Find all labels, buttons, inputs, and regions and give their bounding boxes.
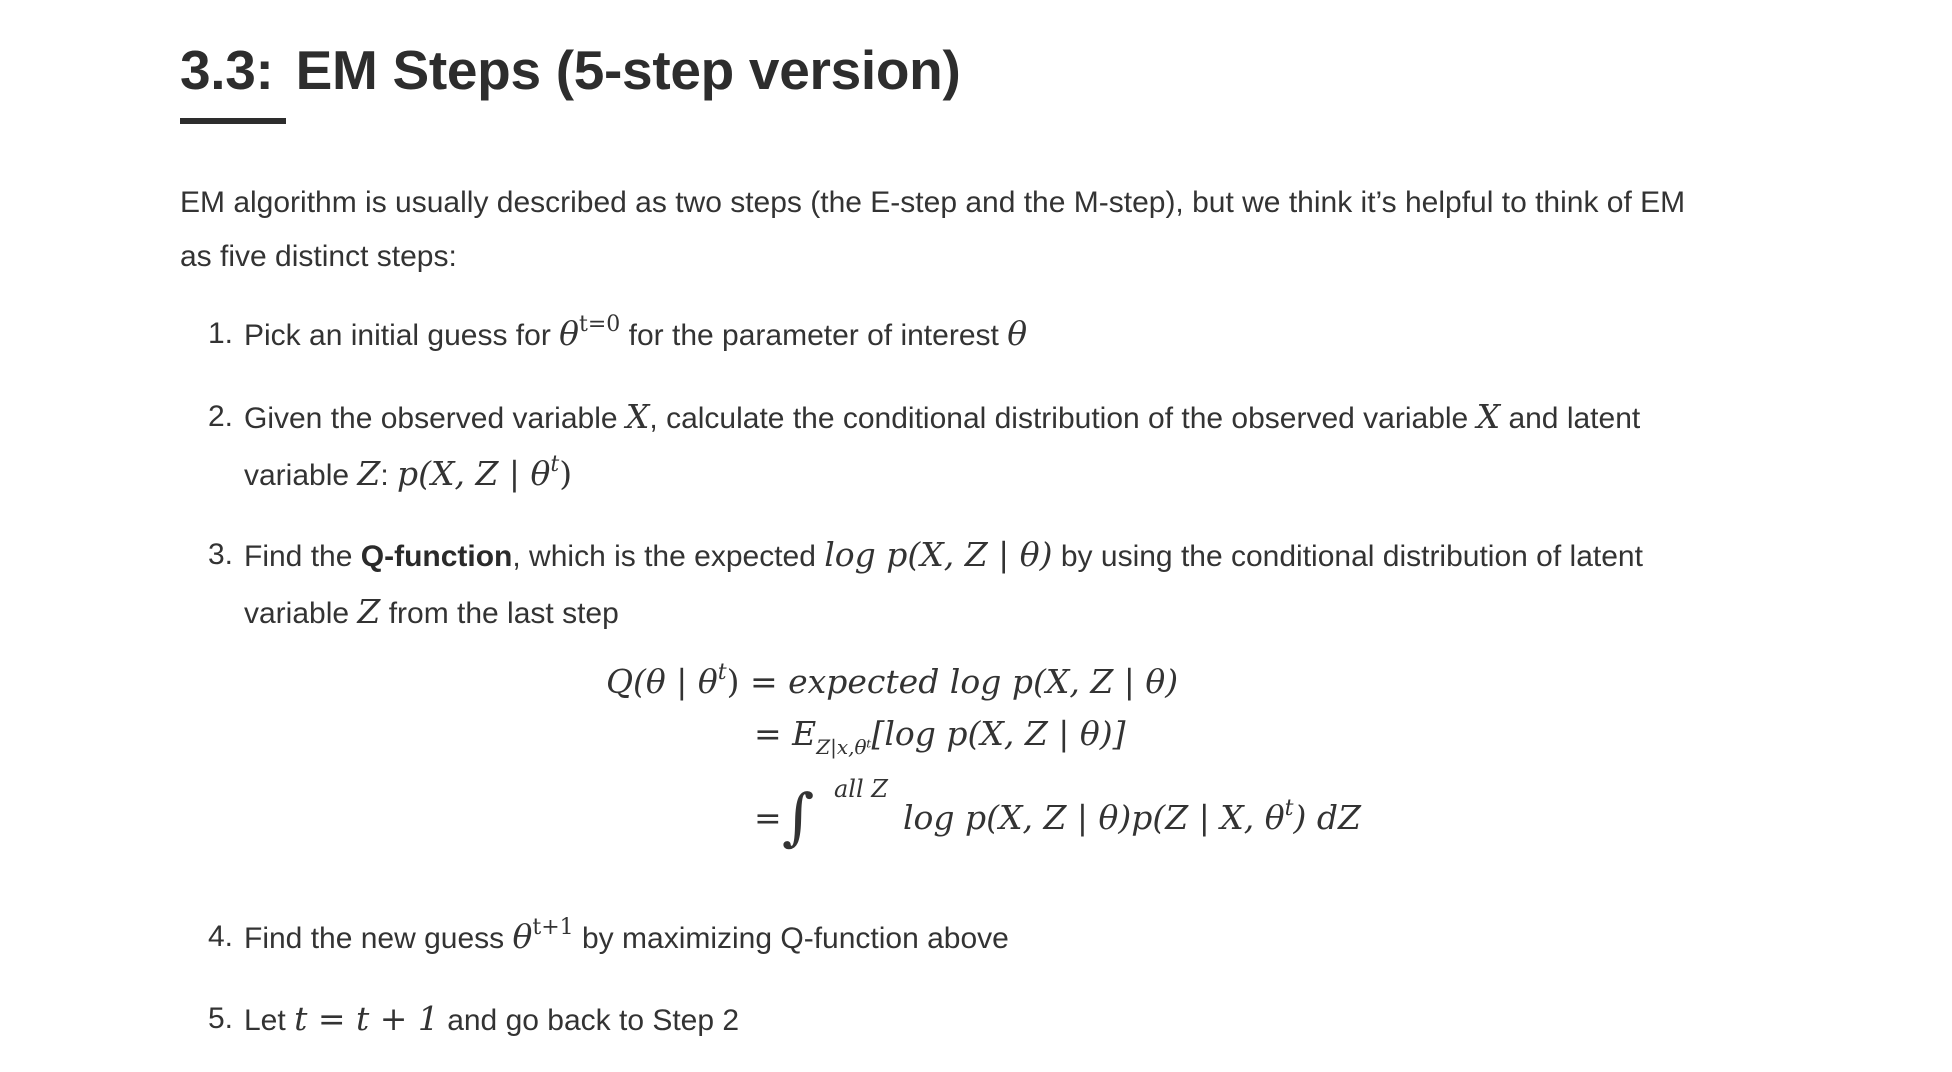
step-text — [244, 527, 1728, 641]
math-variable: X — [1476, 397, 1501, 436]
step-number: 2. — [208, 400, 234, 433]
math-superscript: t — [717, 660, 727, 685]
step-text-segment: Given the observed variable — [244, 402, 618, 435]
step-text-segment: : — [380, 459, 389, 492]
step-number: 5. — [208, 1002, 234, 1035]
math-superscript: t=0 — [579, 312, 621, 337]
step-text-segment: , which is the expected — [512, 540, 816, 573]
step-item-4 — [208, 909, 1728, 966]
step-item-5 — [208, 991, 1728, 1048]
math-expression: log p(X, Z | θ) — [824, 535, 1053, 574]
equation-lhs: ) — [726, 662, 740, 701]
step-number: 3. — [208, 538, 234, 571]
step-text-segment: from the last step — [388, 597, 619, 630]
equation-line-3-equals: = — [754, 798, 782, 837]
math-theta: θ — [512, 917, 533, 956]
step-text — [244, 306, 1728, 363]
equation-rhs: log p(X, Z | θ)p(Z | X, θ — [903, 798, 1285, 837]
integral-sign: ∫ — [782, 780, 815, 853]
math-theta: θ — [559, 314, 580, 353]
step-text-segment: for the parameter of interest — [628, 319, 999, 352]
math-theta: θ — [1007, 314, 1028, 353]
math-expression: t = t + 1 — [294, 999, 439, 1038]
section-number: 3.3: — [180, 39, 274, 101]
step-text-segment: Find the — [244, 540, 353, 573]
math-variable: Z — [357, 454, 381, 493]
math-superscript: t — [1284, 796, 1294, 821]
math-subscript: Z|x,θᵗ — [816, 735, 872, 759]
step-text — [244, 991, 1728, 1048]
step-text-segment: Pick an initial guess for — [244, 319, 551, 352]
step-text-segment: Let — [244, 1004, 286, 1037]
step-text-segment: by using the conditional distribution of latent variable — [244, 540, 1643, 630]
math-superscript: t — [550, 452, 560, 477]
heading-underline — [180, 118, 286, 124]
step-item-3 — [208, 527, 1728, 641]
step-text-segment: , calculate the conditional distribution of the observed variable — [649, 402, 1469, 435]
step-number: 1. — [208, 317, 234, 350]
equation-line-3 — [903, 796, 1361, 840]
equation-rhs: [log p(X, Z | θ)] — [871, 714, 1126, 753]
step-text — [244, 909, 1728, 966]
equation-rhs: = E — [754, 714, 817, 753]
math-expression: ) — [559, 454, 573, 493]
equation-line-2 — [754, 712, 1126, 759]
step-text-segment: and latent variable — [244, 402, 1641, 492]
step-text-segment: by maximizing Q-function above — [582, 922, 1009, 955]
math-variable: Z — [357, 592, 381, 631]
equation-lhs: Q(θ | θ — [606, 662, 718, 701]
intro-paragraph: EM algorithm is usually described as two steps (the E-step and the M-step), but we think it’s helpful to think of EM as five distinct steps: — [180, 186, 1686, 273]
step-number: 4. — [208, 920, 234, 953]
step-item-2 — [208, 389, 1728, 503]
math-variable: X — [625, 397, 650, 436]
q-function-equation — [606, 660, 1506, 890]
section-heading — [180, 38, 960, 102]
equation-rhs: = expected log p(X, Z | θ) — [749, 662, 1179, 701]
step-text-segment: and go back to Step 2 — [447, 1004, 740, 1037]
equation-line-1 — [606, 660, 1178, 704]
step-item-1 — [208, 306, 1728, 363]
equation-rhs: ) dZ — [1293, 798, 1361, 837]
integral-upper-limit: all Z — [834, 775, 888, 803]
step-text — [244, 389, 1728, 503]
math-superscript: t+1 — [532, 915, 574, 940]
math-expression: p(X, Z | θ — [397, 454, 551, 493]
step-text-segment: Find the new guess — [244, 922, 505, 955]
q-function-term: Q-function — [360, 540, 513, 573]
section-title: EM Steps (5-step version) — [295, 39, 961, 101]
